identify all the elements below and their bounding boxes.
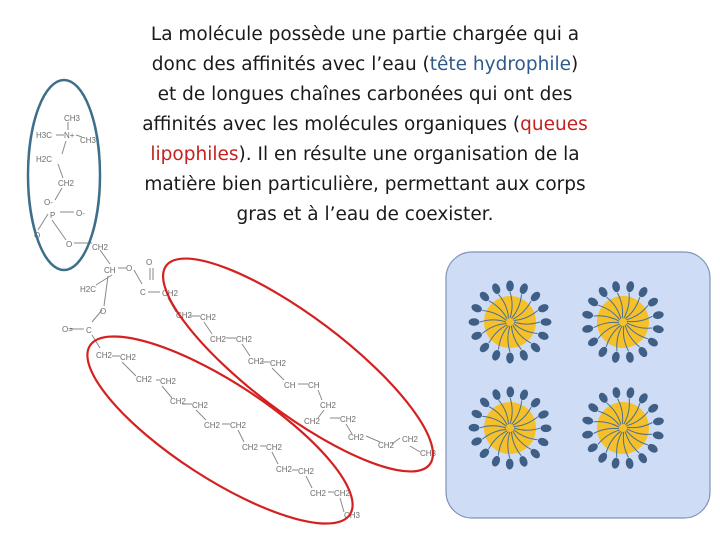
- atom-label: N+: [64, 131, 75, 140]
- atom-label: CH2: [334, 489, 351, 498]
- atom-label: CH3: [420, 449, 437, 458]
- atom-label: O-: [44, 198, 53, 207]
- atom-label: CH: [104, 266, 116, 275]
- molecule-labels: [34, 114, 437, 520]
- atom-label: CH3: [64, 114, 81, 123]
- atom-label: CH: [284, 381, 296, 390]
- atom-label: C: [86, 326, 92, 335]
- atom-label: CH3: [344, 511, 361, 520]
- micelle-core: [484, 402, 536, 454]
- water-box: [446, 252, 710, 518]
- atom-label: C: [140, 288, 146, 297]
- atom-label: CH2: [210, 335, 227, 344]
- text-part-1: La molécule possède une partie chargée qui a donc des affinités avec l’eau (: [150, 24, 580, 75]
- atom-label: CH2: [320, 401, 337, 410]
- micelle-core: [484, 296, 536, 348]
- atom-label: CH2: [304, 417, 321, 426]
- micelle-head: [506, 353, 514, 364]
- atom-label: P: [50, 211, 56, 220]
- atom-label: O: [126, 264, 133, 273]
- atom-label: O: [66, 240, 73, 249]
- micelle-head: [506, 281, 514, 292]
- atom-label: CH2: [310, 489, 327, 498]
- atom-label: CH2: [176, 311, 193, 320]
- atom-label: CH2: [298, 467, 315, 476]
- atom-label: CH2: [120, 353, 137, 362]
- atom-label: CH2: [58, 179, 75, 188]
- micelle-head: [506, 458, 514, 469]
- atom-label: CH2: [96, 351, 113, 360]
- atom-label: CH2: [270, 359, 287, 368]
- atom-label: O=: [62, 325, 73, 334]
- atom-label: CH2: [192, 401, 209, 410]
- atom-label: H2C: [36, 155, 53, 164]
- atom-label: CH2: [204, 421, 221, 430]
- atom-label: CH2: [242, 443, 259, 452]
- molecule-bonds: [38, 122, 420, 512]
- atom-label: CH2: [348, 433, 365, 442]
- atom-label: CH2: [92, 243, 109, 252]
- micelle: [469, 281, 552, 364]
- atom-label: CH2: [266, 443, 283, 452]
- micelle-head: [540, 424, 551, 432]
- atom-label: H2C: [80, 285, 97, 294]
- hydrophile-head-term: tête hydrophile: [429, 54, 571, 75]
- atom-label: CH2: [170, 397, 187, 406]
- atom-label: CH: [308, 381, 320, 390]
- atom-label: CH2: [340, 415, 357, 424]
- micelle-core: [597, 296, 649, 348]
- atom-label: CH2: [200, 313, 217, 322]
- atom-label: CH2: [236, 335, 253, 344]
- lipophilic-tail-ellipse: [137, 227, 458, 502]
- atom-label: H3C: [36, 131, 53, 140]
- text-part-2: ) et de longues chaînes carbonées qui ont des affinités avec les molécules organiques (: [142, 54, 579, 135]
- micelle-core: [597, 402, 649, 454]
- atom-label: O: [34, 231, 41, 240]
- micelle-head: [506, 386, 514, 397]
- atom-label: CH2: [162, 289, 179, 298]
- lipophile-tails-term: queues lipophiles: [150, 114, 588, 165]
- atom-label: CH2: [378, 441, 395, 450]
- atom-label: CH2: [248, 357, 265, 366]
- atom-label: CH2: [160, 377, 177, 386]
- atom-label: CH3: [80, 136, 97, 145]
- atom-label: O-: [76, 209, 85, 218]
- micelle-head: [469, 318, 480, 326]
- micelle-head: [468, 424, 479, 432]
- hydrophilic-head-ellipse: [28, 80, 100, 270]
- atom-label: CH2: [276, 465, 293, 474]
- atom-label: CH2: [230, 421, 247, 430]
- text-part-3: ). Il en résulte une organisation de la matière bien particulière, permettant aux corps gras et à l’eau de coexister.: [144, 144, 586, 225]
- micelle-head: [541, 318, 552, 326]
- micelle: [468, 386, 551, 469]
- atom-label: O: [100, 307, 107, 316]
- atom-label: O: [146, 258, 153, 267]
- atom-label: CH2: [136, 375, 153, 384]
- atom-label: CH2: [402, 435, 419, 444]
